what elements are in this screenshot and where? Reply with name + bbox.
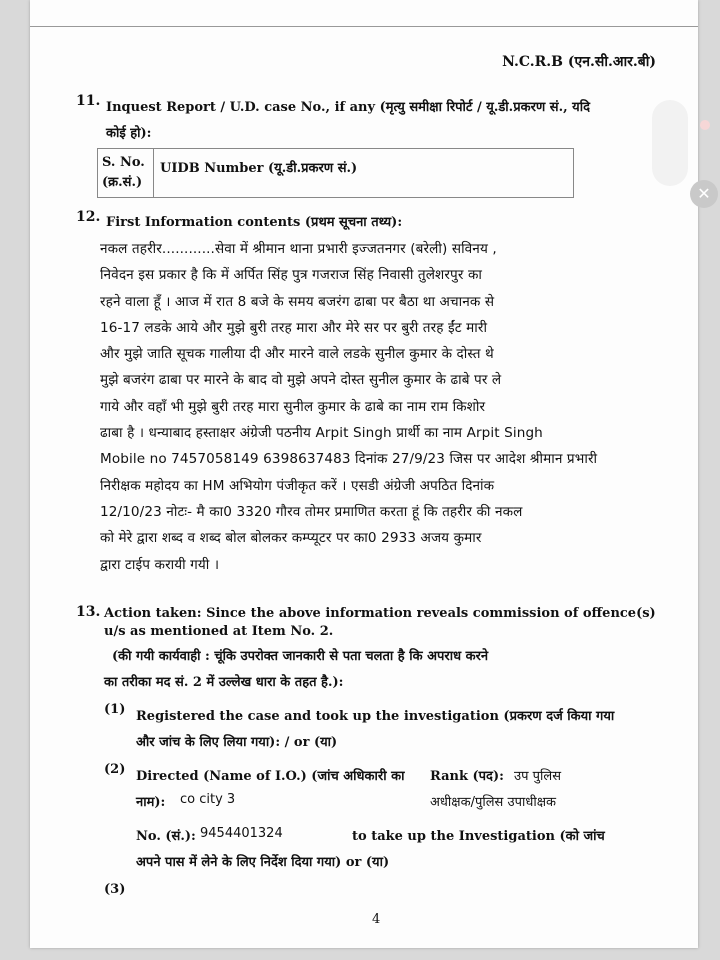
document-page	[30, 0, 711, 948]
fir-line: निवेदन इस प्रकार है कि में अर्पित सिंह पुत्र गजराज सिंह निवासी तुलेशरपुर का	[100, 267, 483, 284]
section-11-number: 11.	[76, 93, 101, 109]
top-rule	[30, 26, 698, 27]
item-2-number: (2)	[104, 762, 126, 777]
fir-line: Mobile no 7457058149 6398637483 दिनांक 27/9/23 जिस पर आदेश श्रीमान प्रभारी	[100, 451, 598, 468]
section-13-hindi-line1: (की गयी कार्यवाही : चूंकि उपरोक्त जानकारी से पता चलता है कि अपराध करने	[112, 649, 489, 664]
section-13-number: 13.	[76, 604, 101, 620]
close-icon[interactable]: ✕	[690, 180, 718, 208]
fir-line: ढाबा है । धन्याबाद हस्ताक्षर अंग्रेजी पठनीय Arpit Singh प्रार्थी का नाम Arpit Singh	[100, 425, 543, 442]
take-up-line2: अपने पास में लेने के लिए निर्देश दिया गया) or (या)	[136, 855, 390, 870]
page-number: 4	[372, 912, 381, 927]
rank-value-line2: अधीक्षक/पुलिस उपाधीक्षक	[430, 795, 557, 810]
fir-line: को मेरे द्वारा शब्द व शब्द बोल बोलकर कम्प्यूटर पर का0 2933 अजय कुमार	[100, 530, 482, 547]
number-label: No. (सं.):	[136, 829, 196, 844]
item-1-number: (1)	[104, 702, 126, 717]
fir-contents	[100, 236, 640, 578]
fir-line: निरीक्षक महोदय का HM अभियोग पंजीकृत करें । एसडी अंग्रेजी अपठित दिनांक	[100, 477, 495, 494]
fir-line: 16-17 लडके आये और मुझे बुरी तरह मारा और मेरे सर पर बुरी तरह ईंट मारी	[100, 319, 488, 336]
section-11-title-line2: कोई हो):	[106, 126, 152, 141]
sno-label-en: S. No.	[102, 155, 145, 170]
rank-value-line1: उप पुलिस	[514, 769, 561, 784]
fir-line: द्वारा टाईप करायी गयी ।	[100, 556, 220, 573]
fir-line: मुझे बजरंग ढाबा पर मारने के बाद वो मुझे अपने दोस्त सुनील कुमार के ढाबे पर ले	[100, 372, 502, 389]
item-3-number: (3)	[104, 882, 126, 897]
io-name-label-line1: Directed (Name of I.O.) (जांच अधिकारी का	[136, 769, 405, 784]
fir-line: रहने वाला हूँ । आज में रात 8 बजे के समय बजरंग ढाबा पर बैठा था अचानक से	[100, 293, 495, 310]
item-1-line1: Registered the case and took up the investigation (प्रकरण दर्ज किया गया	[136, 709, 615, 724]
sno-header	[102, 153, 145, 193]
fir-line: गाये और वहाँ भी मुझे बुरी तरह मारा सुनील कुमार के ढाबे का नाम राम किशोर	[100, 398, 486, 415]
watermark-shape	[652, 100, 688, 186]
inquest-table	[97, 148, 574, 198]
uidb-header: UIDB Number (यू.डी.प्रकरण सं.)	[160, 161, 358, 176]
rank-label: Rank (पद):	[430, 769, 504, 784]
section-12-number: 12.	[76, 209, 101, 225]
section-11-title-line1: Inquest Report / U.D. case No., if any (मृत्यु समीक्षा रिपोर्ट / यू.डी.प्रकरण सं., यदि	[106, 100, 590, 115]
ncrb-header: N.C.R.B (एन.सी.आर.बी)	[502, 54, 656, 70]
fir-line: 12/10/23 नोटः- मै का0 3320 गौरव तोमर प्रमाणित करता हूं कि तहरीर की नकल	[100, 503, 523, 520]
io-name-label-line2: नाम):	[136, 795, 166, 810]
fir-line: नकल तहरीर............सेवा में श्रीमान थाना प्रभारी इज्जतनगर (बरेली) सविनय ,	[100, 241, 497, 257]
fir-line: और मुझे जाति सूचक गालीया दी और मारने वाले लडके सुनील कुमार के दोस्त थे	[100, 346, 494, 363]
number-value: 9454401324	[200, 826, 283, 841]
take-up-line1: to take up the Investigation (को जांच	[352, 829, 605, 844]
sno-label-hi: (क्र.सं.)	[102, 175, 143, 190]
watermark-dot	[700, 120, 710, 130]
section-13-title-line2: u/s as mentioned at Item No. 2.	[104, 624, 334, 639]
section-13-hindi-line2: का तरीका मद सं. 2 में उल्लेख धारा के तहत है.):	[104, 675, 344, 690]
section-12-title: First Information contents (प्रथम सूचना तथ्य):	[106, 215, 403, 230]
section-13-title-line1: Action taken: Since the above information reveals commission of offence(s)	[104, 606, 656, 621]
io-name-value: co city 3	[180, 792, 236, 807]
table-divider	[153, 149, 154, 197]
item-1-line2: और जांच के लिए लिया गया): / or (या)	[136, 735, 338, 750]
